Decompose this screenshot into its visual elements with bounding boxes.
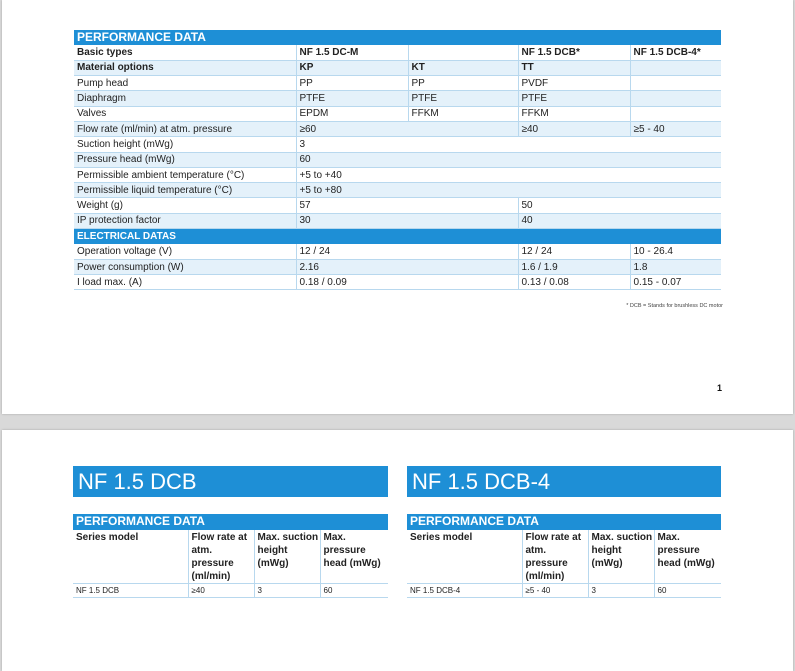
- cell: 0.13 / 0.08: [518, 275, 630, 290]
- table-row: [407, 584, 721, 598]
- panel-table-nf15-dcb4: [407, 530, 721, 598]
- cell: [630, 76, 721, 91]
- row-label: Permissible ambient temperature (°C): [74, 167, 296, 182]
- cell: ≥40: [188, 584, 254, 598]
- cell: NF 1.5 DCB-4: [407, 584, 522, 598]
- cell: PTFE: [518, 91, 630, 106]
- cell: 1.6 / 1.9: [518, 259, 630, 274]
- cell: 12 / 24: [518, 244, 630, 259]
- cell: ≥5 - 40: [522, 584, 588, 598]
- row-label: Power consumption (W): [74, 259, 296, 274]
- cell: FFKM: [408, 106, 518, 121]
- column-header: Max. pressure head (mWg): [654, 530, 721, 584]
- cell: 60: [654, 584, 721, 598]
- cell: 12 / 24: [296, 244, 518, 259]
- row-label: Valves: [74, 106, 296, 121]
- cell: 0.18 / 0.09: [296, 275, 518, 290]
- cell: ≥60: [296, 121, 518, 136]
- material-option-kp: KP: [296, 60, 408, 75]
- performance-data-header: PERFORMANCE DATA: [74, 30, 721, 45]
- row-label: Operation voltage (V): [74, 244, 296, 259]
- cell: 57: [296, 198, 518, 213]
- cell: 60: [320, 584, 388, 598]
- cell: +5 to +80: [296, 183, 721, 198]
- column-header-empty: [408, 45, 518, 60]
- row-label: I load max. (A): [74, 275, 296, 290]
- material-options-label: Material options: [74, 60, 296, 75]
- material-option-empty: [630, 60, 721, 75]
- row-label: Permissible liquid temperature (°C): [74, 183, 296, 198]
- cell: ≥40: [518, 121, 630, 136]
- row-label: Pressure head (mWg): [74, 152, 296, 167]
- cell: 0.15 - 0.07: [630, 275, 721, 290]
- product-title-nf15-dcb: NF 1.5 DCB: [73, 466, 388, 497]
- column-header-nf15-dcb4: NF 1.5 DCB-4*: [630, 45, 721, 60]
- table-row: [74, 76, 721, 91]
- table-row: [74, 91, 721, 106]
- table-row: [74, 152, 721, 167]
- column-header-basic-types: Basic types: [74, 45, 296, 60]
- cell: 30: [296, 213, 518, 228]
- product-title-nf15-dcb4: NF 1.5 DCB-4: [407, 466, 721, 497]
- footnote: * DCB = Stands for brushless DC motor: [626, 303, 723, 309]
- table-row: [74, 244, 721, 259]
- row-label: IP protection factor: [74, 213, 296, 228]
- cell: NF 1.5 DCB: [73, 584, 188, 598]
- column-header: Flow rate at atm. pressure (ml/min): [188, 530, 254, 584]
- electrical-data-header: ELECTRICAL DATAS: [74, 229, 721, 245]
- cell: [630, 91, 721, 106]
- column-header: Series model: [73, 530, 188, 584]
- cell: 60: [296, 152, 721, 167]
- table-row: [74, 106, 721, 121]
- cell: 3: [588, 584, 654, 598]
- cell: PVDF: [518, 76, 630, 91]
- cell: 10 - 26.4: [630, 244, 721, 259]
- table-row: [73, 584, 388, 598]
- column-header-nf15-dcm: NF 1.5 DC-M: [296, 45, 408, 60]
- row-label: Diaphragm: [74, 91, 296, 106]
- row-label: Pump head: [74, 76, 296, 91]
- row-label: Flow rate (ml/min) at atm. pressure: [74, 121, 296, 136]
- table-row: [74, 167, 721, 182]
- cell: 50: [518, 198, 721, 213]
- cell: +5 to +40: [296, 167, 721, 182]
- cell: 1.8: [630, 259, 721, 274]
- material-option-kt: KT: [408, 60, 518, 75]
- column-header: Max. suction height (mWg): [254, 530, 320, 584]
- row-label: Suction height (mWg): [74, 137, 296, 152]
- cell: PTFE: [296, 91, 408, 106]
- column-header: Series model: [407, 530, 522, 584]
- column-header: Flow rate at atm. pressure (ml/min): [522, 530, 588, 584]
- table-row: [74, 183, 721, 198]
- cell: 3: [254, 584, 320, 598]
- table-row: [74, 198, 721, 213]
- page-number: 1: [716, 383, 722, 393]
- cell: FFKM: [518, 106, 630, 121]
- cell: PP: [296, 76, 408, 91]
- cell: PTFE: [408, 91, 518, 106]
- row-label: Weight (g): [74, 198, 296, 213]
- table-row: [74, 259, 721, 274]
- table-row: [74, 213, 721, 228]
- panel-table-nf15-dcb: [73, 530, 388, 598]
- table-row: [74, 275, 721, 290]
- cell: EPDM: [296, 106, 408, 121]
- cell: ≥5 - 40: [630, 121, 721, 136]
- column-header: Max. pressure head (mWg): [320, 530, 388, 584]
- panel-performance-header: PERFORMANCE DATA: [407, 514, 721, 530]
- column-header: Max. suction height (mWg): [588, 530, 654, 584]
- table-row: [74, 121, 721, 136]
- cell: 3: [296, 137, 721, 152]
- panel-performance-header: PERFORMANCE DATA: [73, 514, 388, 530]
- cell: PP: [408, 76, 518, 91]
- column-header-nf15-dcb: NF 1.5 DCB*: [518, 45, 630, 60]
- material-option-tt: TT: [518, 60, 630, 75]
- cell: 2.16: [296, 259, 518, 274]
- cell: [630, 106, 721, 121]
- performance-table: [74, 45, 721, 290]
- table-row: [74, 137, 721, 152]
- cell: 40: [518, 213, 721, 228]
